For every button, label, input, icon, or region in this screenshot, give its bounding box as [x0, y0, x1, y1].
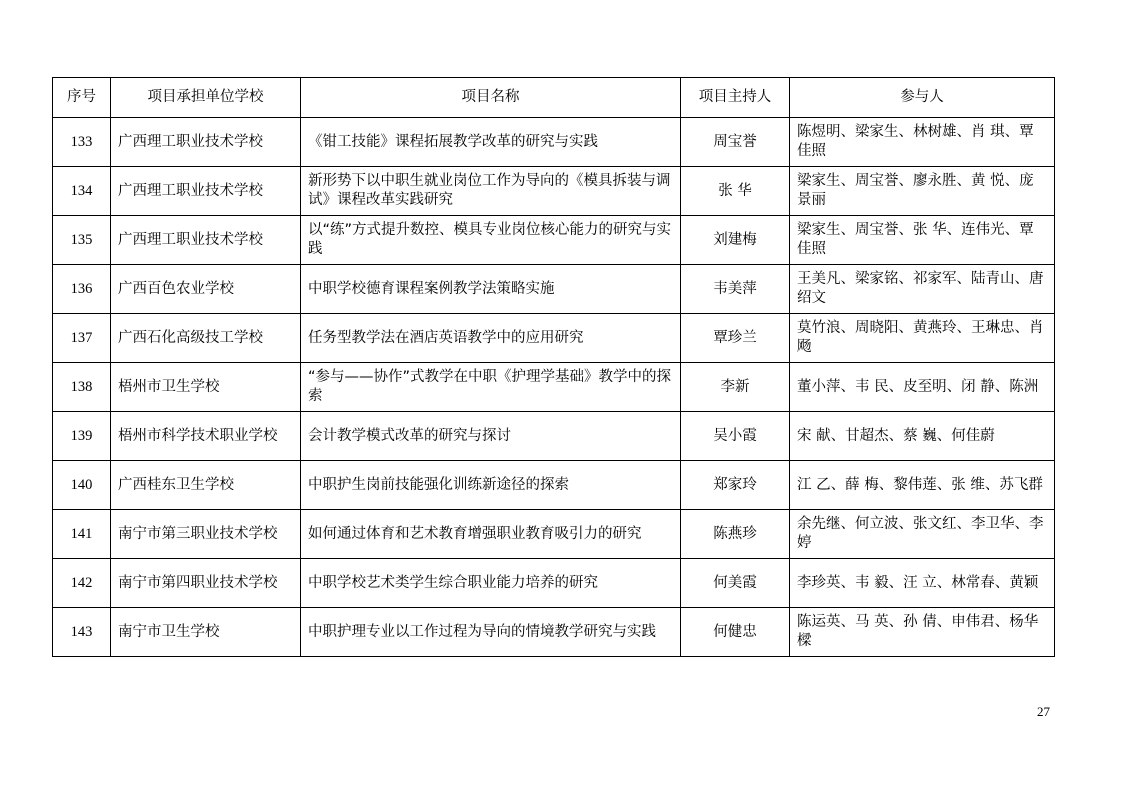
table-row	[53, 608, 1055, 657]
row-members: 王美凡、梁家铭、祁家军、陆青山、唐绍文	[790, 265, 1055, 314]
row-num: 134	[53, 167, 111, 216]
row-host: 何美霞	[681, 559, 790, 608]
row-num: 141	[53, 510, 111, 559]
row-school: 广西理工职业技术学校	[111, 216, 301, 265]
row-project-name: 会计教学模式改革的研究与探讨	[301, 412, 681, 461]
row-school: 广西桂东卫生学校	[111, 461, 301, 510]
row-project-name: 中职学校德育课程案例教学法策略实施	[301, 265, 681, 314]
row-host: 韦美萍	[681, 265, 790, 314]
row-school: 南宁市第四职业技术学校	[111, 559, 301, 608]
row-project-name: 如何通过体育和艺术教育增强职业教育吸引力的研究	[301, 510, 681, 559]
row-host: 何健忠	[681, 608, 790, 657]
row-host: 郑家玲	[681, 461, 790, 510]
row-school: 南宁市第三职业技术学校	[111, 510, 301, 559]
row-members: 余先继、何立波、张文红、李卫华、李 婷	[790, 510, 1055, 559]
row-num: 143	[53, 608, 111, 657]
row-members: 陈煜明、梁家生、林树雄、肖 琪、覃佳照	[790, 118, 1055, 167]
row-project-name: 中职学校艺术类学生综合职业能力培养的研究	[301, 559, 681, 608]
table-row	[53, 314, 1055, 363]
row-members: 梁家生、周宝誉、廖永胜、黄 悦、庞景丽	[790, 167, 1055, 216]
row-members: 陈运英、马 英、孙 倩、申伟君、杨华樑	[790, 608, 1055, 657]
table-row	[53, 167, 1055, 216]
table-row	[53, 461, 1055, 510]
row-num: 136	[53, 265, 111, 314]
table-row	[53, 363, 1055, 412]
row-school: 梧州市卫生学校	[111, 363, 301, 412]
row-school: 广西理工职业技术学校	[111, 118, 301, 167]
project-table	[52, 77, 1055, 657]
header-members: 参与人	[790, 78, 1055, 118]
row-project-name: 中职护理专业以工作过程为导向的情境教学研究与实践	[301, 608, 681, 657]
row-num: 137	[53, 314, 111, 363]
header-num: 序号	[53, 78, 111, 118]
row-project-name: 中职护生岗前技能强化训练新途径的探索	[301, 461, 681, 510]
table-row	[53, 412, 1055, 461]
row-host: 张 华	[681, 167, 790, 216]
table-row	[53, 265, 1055, 314]
table-row	[53, 118, 1055, 167]
row-project-name: 任务型教学法在酒店英语教学中的应用研究	[301, 314, 681, 363]
row-members: 李珍英、韦 毅、汪 立、林常春、黄颖	[790, 559, 1055, 608]
row-members: 江 乙、薛 梅、黎伟莲、张 维、苏飞群	[790, 461, 1055, 510]
row-school: 广西石化高级技工学校	[111, 314, 301, 363]
header-school: 项目承担单位学校	[111, 78, 301, 118]
row-members: 莫竹浪、周晓阳、黄燕玲、王琳忠、肖 飏	[790, 314, 1055, 363]
page-number: 27	[1037, 704, 1050, 719]
row-host: 刘建梅	[681, 216, 790, 265]
row-school: 广西理工职业技术学校	[111, 167, 301, 216]
row-host: 陈燕珍	[681, 510, 790, 559]
row-project-name: 以“练”方式提升数控、模具专业岗位核心能力的研究与实践	[301, 216, 681, 265]
table-header-row	[53, 78, 1055, 118]
row-members: 梁家生、周宝誉、张 华、连伟光、覃佳照	[790, 216, 1055, 265]
row-school: 梧州市科学技术职业学校	[111, 412, 301, 461]
row-num: 138	[53, 363, 111, 412]
row-num: 139	[53, 412, 111, 461]
row-num: 135	[53, 216, 111, 265]
table-row	[53, 216, 1055, 265]
table-row	[53, 510, 1055, 559]
row-num: 133	[53, 118, 111, 167]
row-host: 李新	[681, 363, 790, 412]
row-school: 南宁市卫生学校	[111, 608, 301, 657]
row-host: 吴小霞	[681, 412, 790, 461]
row-num: 142	[53, 559, 111, 608]
row-project-name: “参与——协作”式教学在中职《护理学基础》教学中的探索	[301, 363, 681, 412]
row-members: 董小萍、韦 民、皮至明、闭 静、陈洲	[790, 363, 1055, 412]
row-project-name: 新形势下以中职生就业岗位工作为导向的《模具拆装与调试》课程改革实践研究	[301, 167, 681, 216]
header-project-name: 项目名称	[301, 78, 681, 118]
header-host: 项目主持人	[681, 78, 790, 118]
row-school: 广西百色农业学校	[111, 265, 301, 314]
row-host: 周宝誉	[681, 118, 790, 167]
row-num: 140	[53, 461, 111, 510]
row-project-name: 《钳工技能》课程拓展教学改革的研究与实践	[301, 118, 681, 167]
row-members: 宋 献、甘超杰、蔡 巍、何佳蔚	[790, 412, 1055, 461]
row-host: 覃珍兰	[681, 314, 790, 363]
table-row	[53, 559, 1055, 608]
